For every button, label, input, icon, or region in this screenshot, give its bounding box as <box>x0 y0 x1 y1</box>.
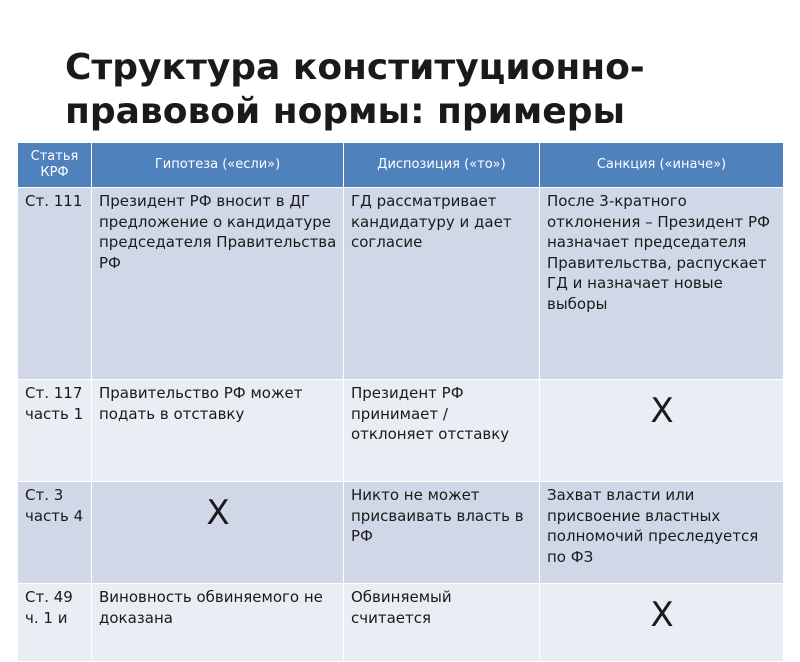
cell-disposition: ГД рассматривает кандидатуру и дает согласие <box>344 188 540 380</box>
slide-title: Структура конституционно-правовой нормы: примеры <box>65 47 645 132</box>
cell-article: Ст. 49 ч. 1 и <box>18 584 92 662</box>
cell-article: Ст. 117 часть 1 <box>18 380 92 482</box>
header-hypothesis: Гипотеза («если») <box>92 143 344 188</box>
cell-sanction: Захват власти или присвоение властных полномочий преследуется по ФЗ <box>540 482 784 584</box>
header-article: Статья КРФ <box>18 143 92 188</box>
table-row <box>18 380 784 482</box>
cell-sanction-none: X <box>540 584 784 662</box>
table-row <box>18 188 784 380</box>
cell-hypothesis-none: X <box>92 482 344 584</box>
header-disposition: Диспозиция («то») <box>344 143 540 188</box>
cell-disposition: Президент РФ принимает / отклоняет отставку <box>344 380 540 482</box>
table-header-row <box>18 143 784 188</box>
norm-structure-table-container <box>17 142 783 635</box>
header-sanction: Санкция («иначе») <box>540 143 784 188</box>
norm-structure-table <box>17 142 784 662</box>
cell-disposition: Никто не может присваивать власть в РФ <box>344 482 540 584</box>
cell-article: Ст. 3 часть 4 <box>18 482 92 584</box>
cell-hypothesis: Правительство РФ может подать в отставку <box>92 380 344 482</box>
cell-sanction-none: X <box>540 380 784 482</box>
cell-article: Ст. 111 <box>18 188 92 380</box>
cell-disposition: Обвиняемый считается <box>344 584 540 662</box>
table-row <box>18 584 784 662</box>
cell-hypothesis: Президент РФ вносит в ДГ предложение о кандидатуре председателя Правительства РФ <box>92 188 344 380</box>
table-row <box>18 482 784 584</box>
cell-sanction: После 3-кратного отклонения – Президент РФ назначает председателя Правительства, распускает ГД и назначает новые выборы <box>540 188 784 380</box>
cell-hypothesis: Виновность обвиняемого не доказана <box>92 584 344 662</box>
